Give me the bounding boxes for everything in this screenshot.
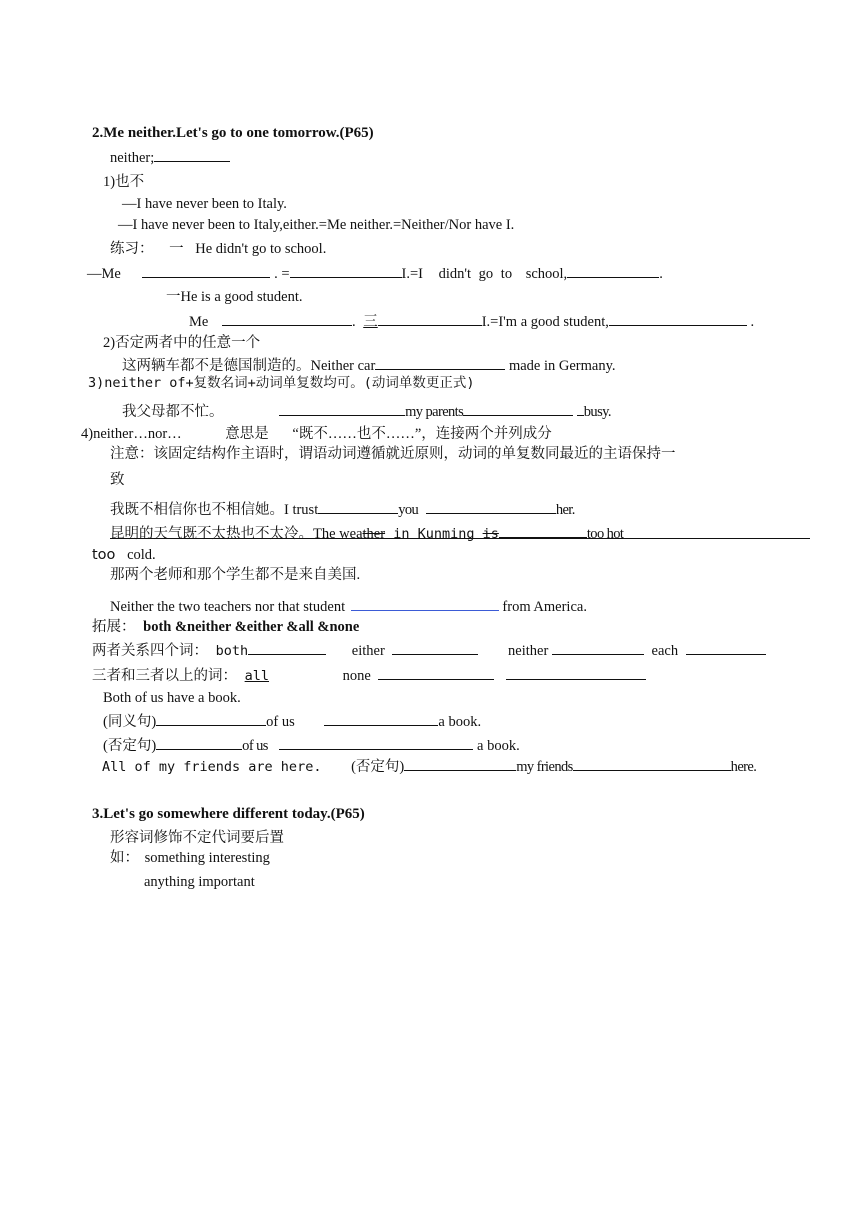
section-2-heading: 2.Me neither.Let's go to one tomorrow.(P65) (92, 125, 374, 141)
point-4-example-2-kunming: in Kunming (385, 526, 483, 542)
point-2-label: 2)否定两者中的任意一个 (103, 335, 261, 351)
point-4-label: 4)neither…nor… (81, 426, 182, 442)
two-words-label: 两者关系四个词： (92, 643, 208, 659)
point-3-blank-3[interactable] (577, 401, 584, 416)
synonym-label: (同义句) (103, 714, 157, 730)
three-words-none: none (342, 668, 371, 684)
point-4-example-2-text: 昆明的天气既不太热也不太冷。The wea (110, 526, 363, 542)
answer-period-2: . (351, 314, 356, 330)
three-words-blank-1[interactable] (378, 665, 494, 680)
two-words-either: either (351, 643, 385, 659)
point-3-example (122, 401, 611, 421)
point-4-too: too (92, 547, 116, 563)
point-2-example-text: 这两辆车都不是德国制造的。Neither car (122, 358, 376, 374)
all-friends-sentence: All of my friends are here. (102, 759, 322, 775)
point-4-label-line (81, 425, 552, 443)
answer-school: school, (525, 266, 568, 282)
point-4-note-1: 注意：该固定结构作主语时，谓语动词遵循就近原则，动词的单复数同最近的主语保持一 (110, 446, 676, 462)
point-4-blank-1[interactable] (318, 499, 398, 514)
synonym-line (103, 711, 481, 731)
extension-label: 拓展： (92, 619, 136, 635)
answer-to: to (500, 266, 513, 282)
negative-of-us: of us (242, 738, 268, 754)
answer-didnt: didn't (438, 266, 472, 282)
point-4-example-3: 那两个老师和那个学生都不是来自美国. (110, 567, 361, 583)
answer-text-i: I.=I (401, 266, 423, 282)
neither-blank[interactable] (154, 147, 230, 162)
point-4-example-3-text: Neither the two teachers nor that student (110, 599, 346, 615)
answer-blank-2[interactable] (290, 263, 402, 278)
point-4-note-2: 致 (110, 472, 125, 488)
negative-label: (否定句) (103, 738, 157, 754)
point-1-example-1: —I have never been to Italy. (122, 196, 287, 212)
point-3-my-parents: my parents (405, 404, 464, 420)
point-2-example (122, 355, 616, 375)
synonym-of-us: of us (266, 714, 295, 730)
answer-blank-3[interactable] (567, 263, 659, 278)
section-3-rule: 形容词修饰不定代词要后置 (110, 830, 284, 846)
point-3-example-text: 我父母都不忙。 (122, 404, 224, 420)
point-4-description: “既不……也不……”，连接两个并列成分 (292, 426, 552, 442)
negative-a-book: a book. (477, 738, 520, 754)
synonym-a-book: a book. (438, 714, 482, 730)
point-4-example-1 (110, 499, 575, 519)
point-3-busy: busy. (583, 404, 611, 420)
three-words-line (92, 665, 646, 685)
negative-blank-2[interactable] (279, 735, 473, 750)
synonym-blank-1[interactable] (156, 711, 266, 726)
point-3-blank-1[interactable] (279, 401, 405, 416)
answer-blank-4[interactable] (222, 311, 352, 326)
answer-period-1: . (659, 266, 663, 282)
answer-blank-5[interactable] (378, 311, 482, 326)
answer-sep-1: . = (274, 266, 290, 282)
answer-text-im: I.=I'm a good student, (481, 314, 609, 330)
point-3-blank-2[interactable] (463, 401, 573, 416)
extension-words: both &neither &either &all &none (143, 619, 360, 635)
two-words-blank-3[interactable] (552, 640, 644, 655)
two-words-neither: neither (508, 643, 549, 659)
two-words-line (92, 640, 766, 660)
point-4-example-2-continued (92, 546, 156, 564)
point-4-from-america: from America. (502, 599, 587, 615)
point-4-blank-3[interactable] (499, 531, 587, 538)
section-3-example-1-line (110, 849, 270, 867)
answer-period-3: . (750, 314, 755, 330)
answer-go: go (478, 266, 494, 282)
all-friends-blank-1[interactable] (404, 756, 516, 771)
all-friends-line (102, 756, 756, 776)
section-3-heading: 3.Let's go somewhere different today.(P65) (92, 806, 365, 822)
two-words-both: both (215, 643, 249, 659)
both-sentence: Both of us have a book. (103, 690, 241, 706)
neither-line (110, 147, 230, 167)
all-friends-here: here. (730, 759, 757, 775)
point-4-example-2-ther: ther (362, 526, 386, 542)
practice-number-1: 一 (169, 241, 184, 257)
two-words-blank-2[interactable] (392, 640, 478, 655)
synonym-blank-2[interactable] (324, 711, 438, 726)
point-4-blank-2[interactable] (426, 499, 556, 514)
negative-blank-1[interactable] (156, 735, 242, 750)
answer-blank-6[interactable] (609, 311, 747, 326)
all-friends-blank-2[interactable] (573, 756, 731, 771)
practice-answer-row-1 (87, 263, 663, 283)
practice-number-3: 三 (363, 314, 378, 330)
neither-word: neither; (110, 150, 155, 166)
point-4-too-hot: too hot (586, 526, 624, 542)
answer-me-label-2: Me (189, 314, 209, 330)
two-words-blank-1[interactable] (248, 640, 326, 655)
point-4-her: her. (555, 502, 575, 518)
point-4-cold: cold. (127, 547, 156, 563)
two-words-blank-4[interactable] (686, 640, 766, 655)
point-4-example-3-english (110, 596, 587, 616)
practice-answer-row-2 (189, 311, 754, 331)
section-3-example-2: anything important (144, 874, 255, 890)
two-words-each: each (651, 643, 679, 659)
practice-question-2: 一He is a good student. (166, 289, 303, 305)
extension-line (92, 618, 359, 636)
point-2-example-end: made in Germany. (508, 358, 616, 374)
negative-line (103, 735, 520, 755)
point-2-blank[interactable] (375, 355, 505, 370)
answer-blank-1[interactable] (142, 263, 270, 278)
point-3-label: 3)neither of+复数名词+动词单复数均可。(动词单数更正式) (88, 375, 475, 391)
all-friends-negative-label: (否定句) (351, 759, 405, 775)
three-words-all: all (244, 668, 270, 684)
section-3-example-1: something interesting (144, 850, 270, 866)
point-4-meaning: 意思是 (225, 426, 269, 442)
three-words-blank-2[interactable] (506, 665, 646, 680)
all-friends-my-friends: my friends (516, 759, 573, 775)
practice-label: 练习： (110, 241, 154, 257)
point-1-label: 1)也不 (103, 174, 145, 190)
section-3-example-label: 如： (110, 850, 139, 866)
practice-question-1: He didn't go to school. (195, 241, 327, 257)
practice-line-1 (110, 240, 326, 258)
point-1-example-2: —I have never been to Italy,either.=Me neither.=Neither/Nor have I. (118, 217, 515, 233)
point-4-you: you (398, 502, 419, 518)
point-4-example-2 (110, 525, 810, 542)
answer-me-label: —Me (87, 266, 121, 282)
point-4-blank-4[interactable] (351, 596, 499, 611)
three-words-label: 三者和三者以上的词： (92, 668, 237, 684)
point-4-example-2-is: is (482, 526, 499, 542)
point-4-example-1-text: 我既不相信你也不相信她。I trust (110, 502, 319, 518)
